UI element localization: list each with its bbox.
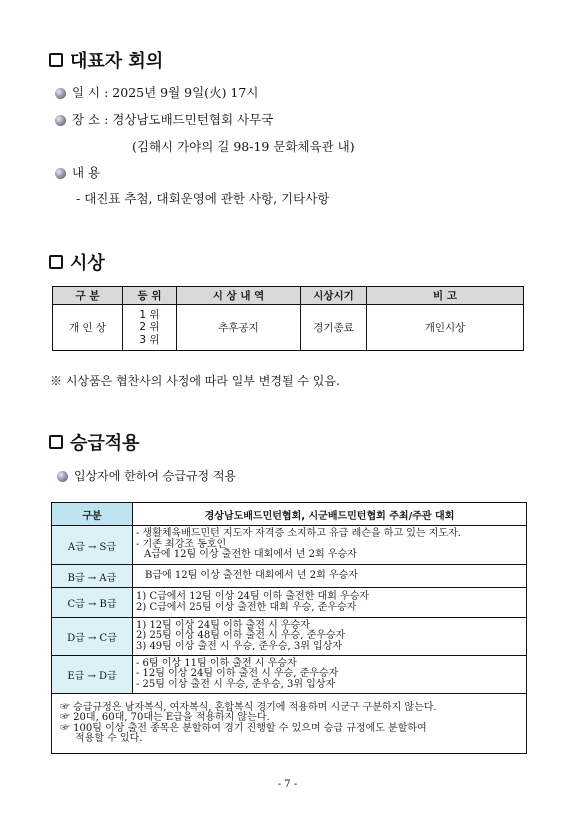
- note-line: ☞ 100팀 이상 출전 종목은 분할하여 경기 진행할 수 있으며 승급 규정에도 분할하여: [60, 722, 427, 734]
- meeting-date-line: [55, 83, 258, 101]
- rule-line: 2) 25팀 이상 48팀 이하 출전 시 우승, 준우승자: [136, 630, 346, 642]
- grade-cell: E급 → D급: [52, 656, 133, 694]
- checkbox-square-icon: [49, 255, 63, 269]
- header-cell: 시 상 내 역: [177, 287, 301, 305]
- table-row: [52, 526, 527, 565]
- content-label: 내 용: [72, 165, 101, 180]
- place-label: 장 소 :: [72, 112, 109, 127]
- place-value: 경상남도배드민턴협회 사무국: [112, 112, 274, 127]
- header-cell: 시상시기: [301, 287, 367, 305]
- rule-line: - 생활체육배드민턴 지도자 자격증 소지하고 유급 레슨을 하고 있는 지도자.: [136, 528, 461, 540]
- table-row: [53, 305, 524, 351]
- content-value: - 대진표 추첨, 대회운영에 관한 사항, 기타사항: [76, 191, 330, 206]
- page-number: - 7 -: [277, 779, 298, 790]
- note-line: ☞ 20대, 60대, 70대는 E급을 적용하지 않는다.: [60, 712, 270, 723]
- table-row: [52, 588, 527, 618]
- rule-line: 3) 49팀 이상 출전 시 우승, 준우승, 3위 입상자: [136, 640, 343, 652]
- awards-table: [52, 286, 524, 351]
- rule-line: - 기존 최강조 동호인: [136, 538, 227, 550]
- rule-cell: [133, 588, 527, 618]
- grade-cell: D급 → C급: [52, 618, 133, 656]
- header-cell: 경상남도배드민턴협회, 시군배드민턴협회 주최/주관 대회: [133, 503, 527, 526]
- section-title: 승급적용: [70, 433, 140, 454]
- section-title: 시상: [70, 253, 105, 274]
- notes-cell: [52, 694, 527, 754]
- header-cell: 구 분: [53, 287, 123, 305]
- rule-line: - 6팀 이상 11팀 이하 출전 시 우승자: [136, 657, 297, 669]
- rule-line: - 25팀 이상 출전 시 우승, 준우승, 3위 입상자: [136, 678, 336, 690]
- rule-cell: [133, 565, 527, 588]
- table-notes-row: [52, 694, 527, 754]
- rule-cell: [133, 618, 527, 656]
- bullet-icon: [55, 115, 66, 126]
- header-cell: 구분: [52, 503, 133, 526]
- note-line: ☞ 승급규정은 남자복식, 여자복식, 혼합복식 경기에 적용하며 시군구 구분하지 않는다.: [60, 701, 437, 713]
- rank-item: 3 위: [139, 333, 160, 346]
- rule-line: B급에 12팀 이상 출전한 대회에서 년 2회 우승자: [145, 569, 358, 581]
- table-row: [52, 565, 527, 588]
- checkbox-square-icon: [49, 435, 63, 449]
- rank-item: 2 위: [139, 321, 160, 334]
- date-label: 일 시 :: [72, 85, 109, 100]
- timing-cell: 경기종료: [301, 305, 367, 351]
- intro-text: 입상자에 한하여 승급규정 적용: [74, 469, 237, 483]
- promotion-intro-line: [57, 467, 236, 484]
- place-detail: (김해시 가야의 길 98-19 문화체육관 내): [132, 139, 355, 154]
- table-header-row: [52, 503, 527, 526]
- header-cell: 등 위: [123, 287, 177, 305]
- rule-line: A급에 12팀 이상 출전한 대회에서 년 2회 우승자: [144, 549, 357, 561]
- grade-cell: B급 → A급: [52, 565, 133, 588]
- table-row: [52, 656, 527, 694]
- bullet-icon: [55, 88, 66, 99]
- rank-item: 1 위: [139, 308, 160, 321]
- note-cell: 개인시상: [367, 305, 524, 351]
- rule-line: 2) C급에서 25팀 이상 출전한 대회 우승, 준우승자: [136, 601, 357, 613]
- meeting-place-line: [55, 110, 273, 128]
- bullet-icon: [57, 471, 68, 482]
- section-heading-meeting: [49, 47, 163, 73]
- meeting-content-line: [55, 163, 100, 181]
- date-value: 2025년 9월 9일(火) 17시: [112, 85, 259, 100]
- promotion-table: [51, 502, 527, 754]
- rule-line: 1) C급에서 12팀 이상 24팀 이하 출전한 대회 우승자: [136, 591, 370, 602]
- category-cell: 개 인 상: [53, 305, 123, 351]
- checkbox-square-icon: [49, 53, 63, 67]
- section-title: 대표자 회의: [70, 51, 164, 72]
- note-line: 적용할 수 있다.: [75, 733, 143, 744]
- grade-cell: C급 → B급: [52, 588, 133, 618]
- section-heading-promotion: [49, 429, 140, 455]
- award-cell: 추후공지: [177, 305, 301, 351]
- section-heading-awards: [49, 249, 105, 275]
- table-header-row: [53, 287, 524, 305]
- table-row: [52, 618, 527, 656]
- rule-cell: [133, 526, 527, 565]
- rule-cell: [133, 656, 527, 694]
- rule-line: - 12팀 이상 24팀 이하 출전 시 우승, 준우승자: [136, 668, 339, 680]
- grade-cell: A급 → S급: [52, 526, 133, 565]
- ranks-cell: [123, 305, 177, 351]
- header-cell: 비 고: [367, 287, 524, 305]
- bullet-icon: [55, 168, 66, 179]
- awards-footnote: ※ 시상품은 협찬사의 사정에 따라 일부 변경될 수 있음.: [50, 374, 340, 388]
- rule-line: 1) 12팀 이상 24팀 이하 출전 시 우승자: [136, 619, 310, 631]
